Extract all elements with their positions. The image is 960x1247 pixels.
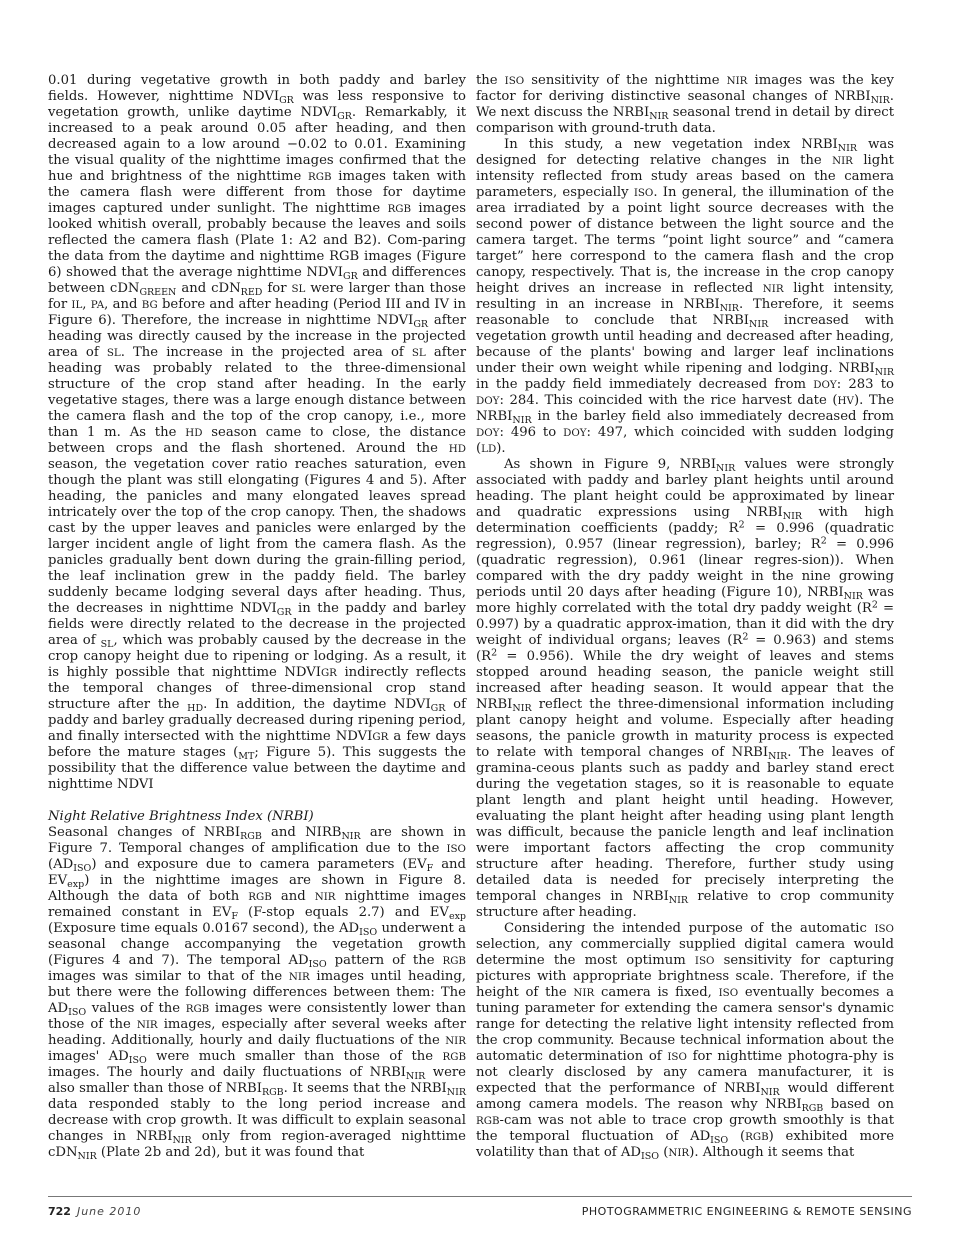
right-column <box>476 73 894 1161</box>
paragraph-nrbi-design: In this study, a new vegetation index $NRBI_{NIR}$ was designed for detecting relative changes in the NIR light intensity reflected from study areas based on the camera parameters, especially ISO. In general, the illumination of the area irradiated by a point light source decreases with the second power of distance between the light source and the camera target. The terms “point light source” and “camera target” here correspond to the camera flash and the crop canopy, respectively. That is, the increase in the crop canopy height drives an increase in reflected NIR light intensity, resulting in an increase in $NRBI_{NIR}$. Therefore, it seems reasonable to conclude that $NRBI_{NIR}$ increased with vegetation growth until heading and decreased after heading, because of the plants' bowing and larger leaf inclinations under their own weight while ripening and lodging. $NRBI_{NIR}$ in the paddy field immediately decreased from DOY: 283 to DOY: 284. This coincided with the rice harvest date (HV). The $NRBI_{NIR}$ in the barley field also immediately decreased from DOY: 496 to DOY: 497, which coincided with sudden lodging (LD). <box>476 137 895 456</box>
paragraph-plant-height: As shown in Figure 9, $NRBI_{NIR}$ values were strongly associated with paddy and barley plant heights until around heading. The plant height could be approximated by linear and quadratic expressions using $NRBI_{NIR}$ with high determination coefficients (paddy; $R^2 = 0.996$ (quadratic regression), 0.957 (linear regression), barley; $R^2 = 0.996$ (quadratic regression), 0.961 (linear regres-sion)). When compared with the dry paddy weight in the nine growing periods until 20 days after heading (Figure 10), $NRBI_{NIR}$ was more highly correlated with the total dry paddy weight $(R^2 = 0.997)$ by a quadratic approx-imation, than it did with the dry weight of individual organs; leaves $(R^2 = 0.963)$ and stems $(R^2 = 0.956)$. While the dry weight of leaves and stems stopped around heading season, the panicle weight still increased after heading season. It would appear that the $NRBI_{NIR}$ reflect the three-dimensional information including plant canopy height and volume. Especially after heading seasons, the panicle growth in maturity process is expected to relate with temporal changes of $NRBI_{NIR}$. The leaves of gramina-ceous plants such as paddy and barley stand erect during the vegetation stages, so it is reasonable to equate plant length and plant height until heading. However, evaluating the plant height after heading using plant length was difficult, because the panicle length and leaf inclination were important factors affecting the crop community structure after heading. Therefore, further study using detailed data is needed for precisely interpreting the temporal changes in $NRBI_{NIR}$ relative to crop community structure after heading. <box>476 457 895 920</box>
footer-left <box>48 1205 141 1218</box>
section-heading-nrbi: Night Relative Brightness Index (NRBI) <box>48 809 314 824</box>
footer-divider <box>48 1196 912 1197</box>
issue-date: June 2010 <box>76 1205 142 1218</box>
left-column <box>48 73 466 1161</box>
paragraph-ndvi-discussion: 0.01 during vegetative growth in both paddy and barley fields. However, nighttime $NDVI_{GR}$ was less responsive to vegetation growth, unlike daytime $NDVI_{GR}$. Remarkably, it increased to a peak around 0.05 after heading, and then decreased again to a low around −0.02 to 0.01. Examining the visual quality of the nighttime images confirmed that the hue and brightness of the nighttime RGB images taken with the camera flash were different from those for daytime images captured under sunlight. The nighttime RGB images looked whitish overall, probably because the leaves and soils reflected the camera flash (Plate 1: A2 and B2). Com-paring the data from the daytime and nighttime RGB images (Figure 6) showed that the average nighttime $NDVI_{GR}$ and differences between cDN$_{GREEN}$ and cDN$_{RED}$ for SL were larger than those for IL, PA, and BG before and after heading (Period III and IV in Figure 6). Therefore, the increase in nighttime $NDVI_{GR}$ after heading was directly caused by the increase in the projected area of SL. The increase in the projected area of SL after heading was probably related to the three-dimensional structure of the crop stand after heading. In the early vegetative stages, there was a large enough distance between the camera flash and the top of the crop canopy, i.e., more than 1 m. As the HD season came to close, the distance between crops and the flash shortened. Around the HD season, the vegetation cover ratio reaches saturation, even though the plant was still elongating (Figures 4 and 5). After heading, the panicles and many elongated leaves spread intricately over the top of the crop canopy. Then, the shadows cast by the upper leaves and panicles were enlarged by the larger incident angle of light from the camera flash. As the panicles gradually bent down during the grain-filling period, the leaf inclination grew in the paddy field. The barley suddenly became lodging several days after heading. Thus, the decreases in nighttime $NDVI_{GR}$ in the paddy and barley fields were directly related to the decrease in the projected area of $_{SL}$, which was probably caused by the decrease in the crop canopy height due to ripening or lodging. As a result, it is highly possible that nighttime NDVIGR indirectly reflects the temporal changes of three-dimensional crop stand structure after the $_{HD}$. In addition, the daytime $NDVI_{GR}$ of paddy and barley gradually decreased during ripening period, and finally intersected with the nighttime NDVIGR a few days before the mature stages ($_{MT}$; Figure 5). This suggests the possibility that the difference value between the daytime and nighttime NDVI <box>48 73 467 792</box>
page-number: 722 <box>48 1205 71 1218</box>
journal-name: PHOTOGRAMMETRIC ENGINEERING & REMOTE SENSING <box>581 1205 912 1218</box>
paragraph-nrbi-seasonal: Seasonal changes of $NRBI_{RGB}$ and $NIRB_{NIR}$ are shown in Figure 7. Temporal changes of amplification due to the ISO $(AD_{ISO})$ and exposure due to camera parameters ($EV_F$ and $EV_{exp}$) in the nighttime images are shown in Figure 8. Although the data of both RGB and NIR nighttime images remained constant in $EV_F$ (F-stop equals 2.7) and $EV_{exp}$ (Exposure time equals 0.0167 second), the $AD_{ISO}$ underwent a seasonal change accompanying the vegetation growth (Figures 4 and 7). The temporal $AD_{ISO}$ pattern of the RGB images was similar to that of the NIR images until heading, but there were the following differences between them: The $AD_{ISO}$ values of the RGB images were consistently lower than those of the NIR images, especially after several weeks after heading. Additionally, hourly and daily fluctuations of the NIR images' $AD_{ISO}$ were much smaller than those of the RGB images. The hourly and daily fluctuations of $NRBI_{NIR}$ were also smaller than those of $NRBI_{RGB}$. It seems that the $NRBI_{NIR}$ data responded stably to the long period increase and decrease with crop growth. It was difficult to explain seasonal changes in $NRBI_{NIR}$ only from region-averaged nighttime cDN$_{NIR}$ (Plate 2b and 2d), but it was found that <box>48 825 467 1162</box>
paragraph-automatic-iso: Considering the intended purpose of the automatic ISO selection, any commercially supplied digital camera would determine the most optimum ISO sensitivity for capturing pictures with appropriate brightness scale. Therefore, if the height of the NIR camera is fixed, ISO eventually becomes a tuning parameter for extending the camera sensor's dynamic range for detecting the relative light intensity reflected from the crop community. Because technical information about the automatic determination of ISO for nighttime photogra-phy is not clearly disclosed by any camera manufacturer, it is expected that the performance of $NRBI_{NIR}$ would different among camera models. The reason why $NRBI_{RGB}$ based on RGB-cam was not able to trace crop growth smoothly is that the temporal fluctuation of $AD_{ISO}$ (RGB) exhibited more volatility than that of $AD_{ISO}$ (NIR). Although it seems that <box>476 921 895 1162</box>
paragraph-iso-sensitivity: the ISO sensitivity of the nighttime NIR images was the key factor for deriving distinctive seasonal changes of $NRBI_{NIR}$. We next discuss the $NRBI_{NIR}$ seasonal trend in detail by direct comparison with ground-truth data. <box>476 73 894 136</box>
